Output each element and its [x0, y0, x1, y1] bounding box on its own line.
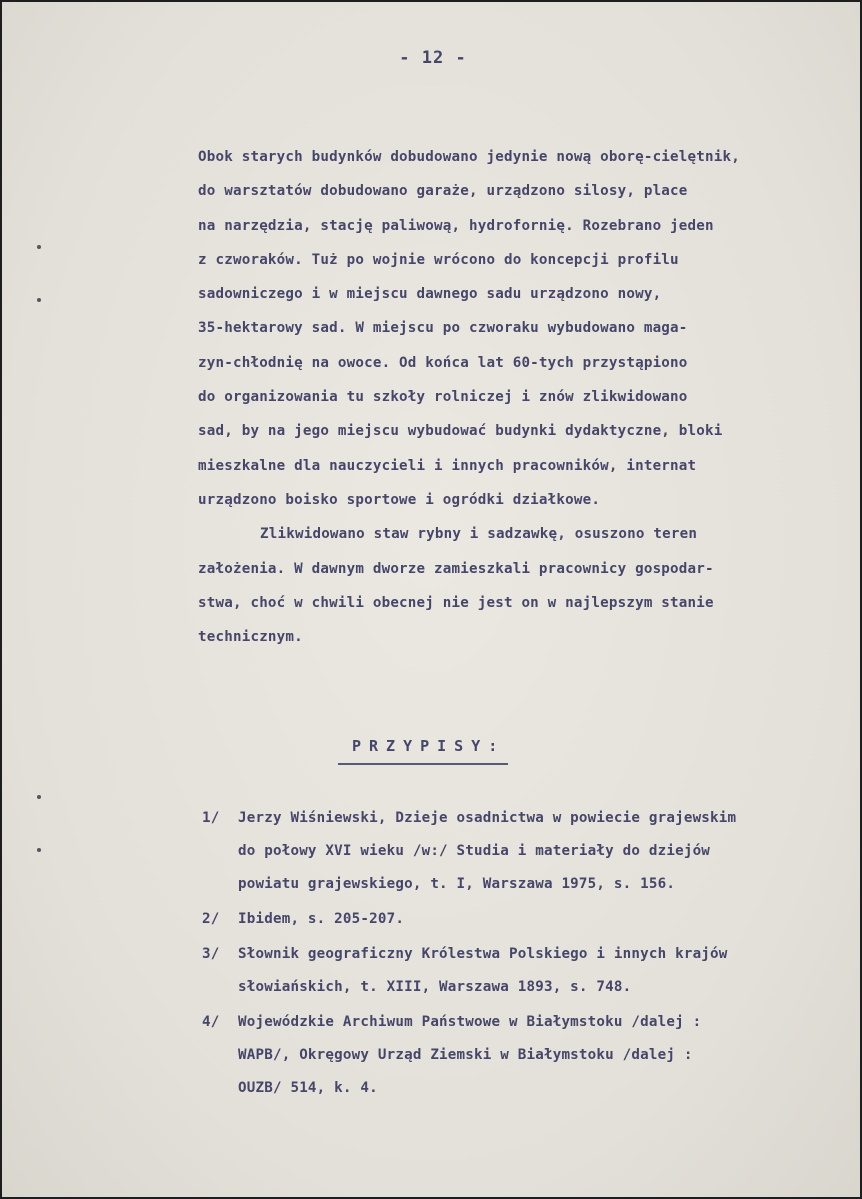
footnotes-list [202, 802, 842, 1105]
text-line: 35-hektarowy sad. W miejscu po czworaku wybudowano maga- [198, 320, 688, 337]
text-line: do warsztatów dobudowano garaże, urządzono silosy, place [198, 183, 688, 200]
binder-hole-mark [37, 298, 41, 302]
footnote-item [202, 938, 842, 1004]
footnote-line: Jerzy Wiśniewski, Dzieje osadnictwa w powiecie grajewskim [238, 810, 737, 826]
footnote-line: do połowy XVI wieku /w:/ Studia i materiały do dziejów [238, 843, 711, 859]
text-line: sadowniczego i w miejscu dawnego sadu urządzono nowy, [198, 286, 662, 303]
text-line: do organizowania tu szkoły rolniczej i znów zlikwidowano [198, 389, 688, 406]
text-line: urządzono boisko sportowe i ogródki działkowe. [198, 491, 601, 508]
footnote-line: Wojewódzkie Archiwum Państwowe w Białymstoku /dalej : [238, 1014, 702, 1030]
body-text [198, 140, 838, 654]
page-number: - 12 - [399, 48, 467, 68]
footnote-line: Słownik geograficzny Królestwa Polskiego i innych krajów [238, 946, 728, 962]
binder-hole-mark [37, 795, 41, 799]
footnote-line: Ibidem, s. 205-207. [238, 911, 405, 927]
footnotes-heading: PRZYPISY: [352, 737, 506, 755]
text-line: technicznym. [198, 629, 303, 646]
text-line: sad, by na jego miejscu wybudować budynki dydaktyczne, bloki [198, 423, 723, 440]
footnote-item [202, 1006, 842, 1105]
footnote-line: powiatu grajewskiego, t. I, Warszawa 1975, s. 156. [238, 876, 676, 892]
footnote-number: 1/ [202, 810, 220, 826]
footnote-line: słowiańskich, t. XIII, Warszawa 1893, s. 748. [238, 979, 632, 995]
text-line: na narzędzia, stację paliwową, hydrofornię. Rozebrano jeden [198, 217, 714, 234]
text-line: Obok starych budynków dobudowano jedynie nową oborę-cielętnik, [198, 149, 740, 165]
heading-underline [338, 763, 508, 765]
footnote-number: 3/ [202, 946, 220, 962]
footnote-item [202, 903, 842, 936]
footnote-number: 2/ [202, 911, 220, 927]
text-line: zyn-chłodnię na owoce. Od końca lat 60-tych przystąpiono [198, 354, 688, 371]
text-line: z czworaków. Tuż po wojnie wrócono do koncepcji profilu [198, 251, 679, 268]
text-line: stwa, choć w chwili obecnej nie jest on w najlepszym stanie [198, 594, 714, 611]
binder-hole-mark [37, 245, 41, 249]
text-line: mieszkalne dla nauczycieli i innych pracowników, internat [198, 457, 697, 474]
footnote-line: OUZB/ 514, k. 4. [238, 1080, 378, 1096]
text-line: Zlikwidowano staw rybny i sadzawkę, osuszono teren [260, 526, 698, 543]
footnote-item [202, 802, 842, 901]
footnote-number: 4/ [202, 1014, 220, 1030]
footnote-line: WAPB/, Okręgowy Urząd Ziemski w Białymstoku /dalej : [238, 1047, 693, 1063]
text-line: założenia. W dawnym dworze zamieszkali pracownicy gospodar- [198, 560, 714, 577]
binder-hole-mark [37, 848, 41, 852]
